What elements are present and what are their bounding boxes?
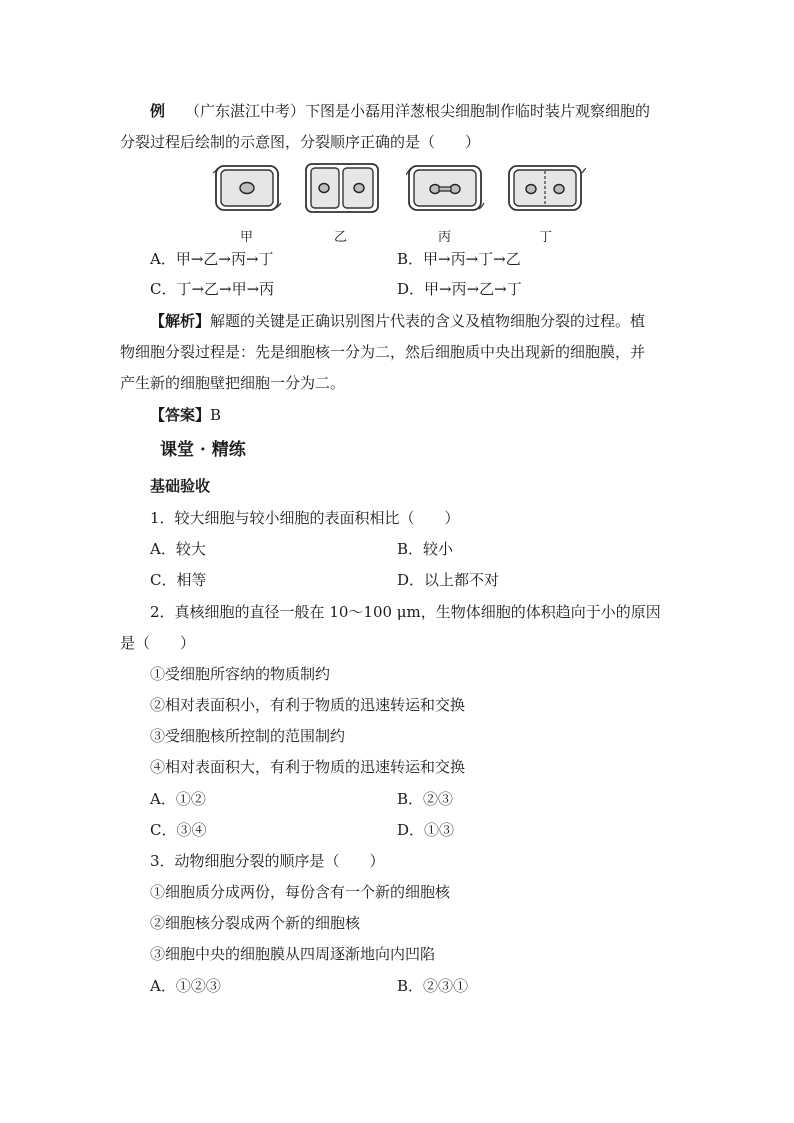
example-option-a: A．甲→乙→丙→丁 — [150, 250, 274, 268]
q1-option-b: B．较小 — [397, 540, 454, 558]
q3-item-3: ③细胞中央的细胞膜从四周逐渐地向内凹陷 — [150, 945, 436, 963]
q3-option-a: A．①②③ — [150, 977, 221, 995]
q1-option-a: A．较大 — [150, 540, 206, 558]
q3-stem: 3．动物细胞分裂的顺序是（ ） — [150, 852, 385, 870]
example-stem-2: 分裂过程后绘制的示意图，分裂顺序正确的是（ ） — [120, 133, 481, 151]
section-title: 课堂 · 精练 — [160, 440, 246, 460]
q2-item-1: ①受细胞所容纳的物质制约 — [150, 665, 331, 683]
figure-label-bing: 丙 — [438, 230, 452, 245]
q2-option-a: A．①② — [150, 790, 206, 808]
example-tag: 例 — [150, 102, 166, 120]
example-option-c: C．丁→乙→甲→丙 — [150, 280, 275, 298]
figure-label-ding: 丁 — [539, 230, 553, 245]
q2-option-c: C．③④ — [150, 821, 207, 839]
cell-figure-jia — [213, 163, 283, 215]
example-stem-1: （广东湛江中考）下图是小磊用洋葱根尖细胞制作临时装片观察细胞的 — [185, 102, 651, 120]
q2-stem-1: 2．真核细胞的直径一般在 10～100 μm，生物体细胞的体积趋向于小的原因 — [150, 603, 661, 621]
q1-option-d: D．以上都不对 — [397, 571, 500, 589]
q1-option-c: C．相等 — [150, 571, 207, 589]
answer-label: 【答案】 — [150, 406, 211, 424]
q1-stem: 1．较大细胞与较小细胞的表面积相比（ ） — [150, 509, 460, 527]
cell-figure-yi — [302, 160, 382, 218]
q3-option-b: B．②③① — [397, 977, 469, 995]
example-option-d: D．甲→丙→乙→丁 — [397, 280, 522, 298]
analysis-text-2: 物细胞分裂过程是：先是细胞核一分为二，然后细胞质中央出现新的细胞膜，并 — [120, 343, 646, 361]
q2-option-b: B．②③ — [397, 790, 454, 808]
answer-value: B — [210, 406, 222, 424]
analysis-text-3: 产生新的细胞壁把细胞一分为二。 — [120, 374, 346, 392]
q2-option-d: D．①③ — [397, 821, 455, 839]
q2-item-4: ④相对表面积大，有利于物质的迅速转运和交换 — [150, 758, 466, 776]
answer-line — [150, 405, 221, 425]
figure-label-jia: 甲 — [240, 230, 254, 245]
q2-item-3: ③受细胞核所控制的范围制约 — [150, 727, 346, 745]
q2-item-2: ②相对表面积小，有利于物质的迅速转运和交换 — [150, 696, 466, 714]
cell-figure-ding — [506, 163, 586, 215]
analysis-text-1: 解题的关键是正确识别图片代表的含义及植物细胞分裂的过程。植 — [210, 312, 646, 330]
analysis-label: 【解析】 — [150, 312, 211, 330]
analysis-line-1 — [150, 311, 645, 331]
section-subtitle: 基础验收 — [150, 477, 211, 495]
q3-item-1: ①细胞质分成两份，每份含有一个新的细胞核 — [150, 883, 451, 901]
cell-figure-bing — [406, 163, 486, 215]
q3-item-2: ②细胞核分裂成两个新的细胞核 — [150, 914, 361, 932]
figure-label-yi: 乙 — [334, 230, 348, 245]
example-option-b: B．甲→丙→丁→乙 — [397, 250, 521, 268]
example-line-1 — [150, 101, 650, 121]
q2-stem-2: 是（ ） — [120, 634, 196, 652]
